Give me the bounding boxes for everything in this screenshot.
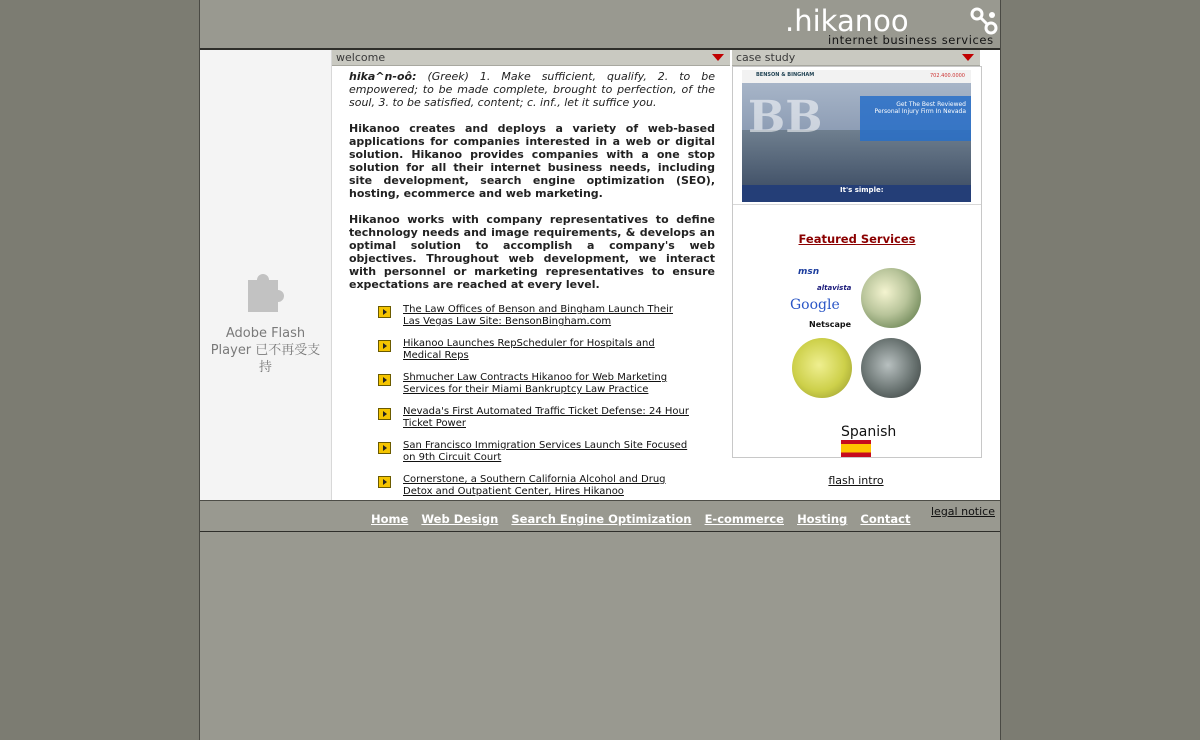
hardware-circle-image: [861, 338, 921, 398]
screenshot-logo: BENSON & BINGHAM: [756, 72, 815, 78]
screenshot-headline: Get The Best Reviewed Personal Injury Firm In Nevada: [874, 101, 966, 115]
news-item: [378, 406, 688, 440]
news-item: [378, 372, 688, 406]
nav-contact[interactable]: Contact: [860, 512, 911, 526]
msn-logo: msn: [798, 267, 820, 277]
spanish-label[interactable]: Spanish: [841, 424, 897, 440]
footer-nav-bar: [200, 500, 1000, 532]
flash-intro-link[interactable]: flash intro: [828, 474, 884, 487]
arrow-bullet-icon: [378, 340, 391, 352]
dropdown-arrow-icon[interactable]: [712, 54, 724, 61]
puzzle-piece-icon: [242, 268, 288, 314]
dropdown-arrow-icon[interactable]: [962, 54, 974, 61]
google-logo: Google: [790, 297, 840, 313]
news-item: [378, 304, 688, 338]
news-link[interactable]: Cornerstone, a Southern California Alcohol and Drug Detox and Outpatient Center, Hires Hikanoo: [403, 474, 666, 497]
news-list: [378, 304, 688, 508]
news-link[interactable]: Hikanoo Launches RepScheduler for Hospitals and Medical Reps: [403, 338, 655, 361]
altavista-logo: altavista: [817, 284, 852, 292]
news-item: [378, 440, 688, 474]
nav-hosting[interactable]: Hosting: [797, 512, 848, 526]
nav-home[interactable]: Home: [371, 512, 409, 526]
screenshot-tagline: It's simple:: [840, 186, 884, 194]
screenshot-phone: 702.400.0000: [930, 73, 965, 79]
arrow-bullet-icon: [378, 442, 391, 454]
flash-placeholder: [200, 50, 332, 500]
intro-paragraph: Hikanoo creates and deploys a variety of web-based applications for companies interested in a web or digital solution. Hikanoo provides companies with a one stop solution for all their internet business needs, including site development, search engine optimization (SEO), hosting, ecommerce and web marketing.: [349, 122, 715, 200]
definition: [349, 70, 715, 109]
arrow-bullet-icon: [378, 408, 391, 420]
site-logo[interactable]: .hikanoo: [785, 4, 909, 38]
welcome-section-label: welcome: [336, 51, 386, 64]
process-paragraph: Hikanoo works with company representatives to define technology needs and image requirements, & develops an optimal solution to accomplish a company's web objectives. Throughout web development, we interact with personnel or marketing representatives to ensure expectations are reached at every level.: [349, 213, 715, 291]
content-band: [200, 50, 1000, 500]
definition-term: hika^n-oô:: [349, 70, 417, 83]
case-study-screenshot[interactable]: [742, 70, 971, 202]
arrow-bullet-icon: [378, 374, 391, 386]
tagline: internet business services: [828, 33, 994, 47]
featured-services-link[interactable]: Featured Services: [798, 232, 916, 246]
welcome-section-header[interactable]: [332, 50, 730, 66]
server-circle-image: [861, 268, 921, 328]
news-item: [378, 338, 688, 372]
nav-web-design[interactable]: Web Design: [421, 512, 499, 526]
shopping-cart-circle-image: [792, 338, 852, 398]
footer-nav: [371, 508, 919, 527]
legal-notice-link[interactable]: legal notice: [931, 505, 995, 518]
arrow-bullet-icon: [378, 306, 391, 318]
netscape-logo: Netscape: [809, 320, 851, 329]
case-study-section-label: case study: [736, 51, 796, 64]
news-link[interactable]: Nevada's First Automated Traffic Ticket Defense: 24 Hour Ticket Power: [403, 406, 689, 429]
flash-unsupported-message: Adobe Flash Player 已不再受支持: [210, 326, 321, 375]
logo-glyph-icon: [970, 7, 998, 35]
case-study-section-header[interactable]: [732, 50, 980, 66]
definition-text: (Greek) 1. Make sufficient, qualify, 2. to be empowered; to be made complete, brought to perfection, of the soul, 3. to be satisfied, content; c. inf., let it suffice you.: [349, 70, 715, 109]
news-link[interactable]: The Law Offices of Benson and Bingham Launch Their Las Vegas Law Site: BensonBingham.com: [403, 304, 674, 327]
screenshot-monogram: BB: [748, 92, 823, 143]
screenshot-topbar: [742, 70, 971, 83]
page-container: [199, 0, 1001, 740]
nav-ecommerce[interactable]: E-commerce: [704, 512, 784, 526]
news-link[interactable]: San Francisco Immigration Services Launch Site Focused on 9th Circuit Court: [403, 440, 688, 463]
arrow-bullet-icon: [378, 476, 391, 488]
spain-flag-icon[interactable]: [841, 440, 871, 457]
nav-seo[interactable]: Search Engine Optimization: [511, 512, 692, 526]
news-link[interactable]: Shmucher Law Contracts Hikanoo for Web Marketing Services for their Miami Bankruptcy Law Practice: [403, 372, 668, 395]
case-study-panel: [732, 66, 982, 458]
welcome-text: [349, 70, 715, 304]
divider: [733, 204, 981, 205]
header: [200, 0, 1000, 50]
